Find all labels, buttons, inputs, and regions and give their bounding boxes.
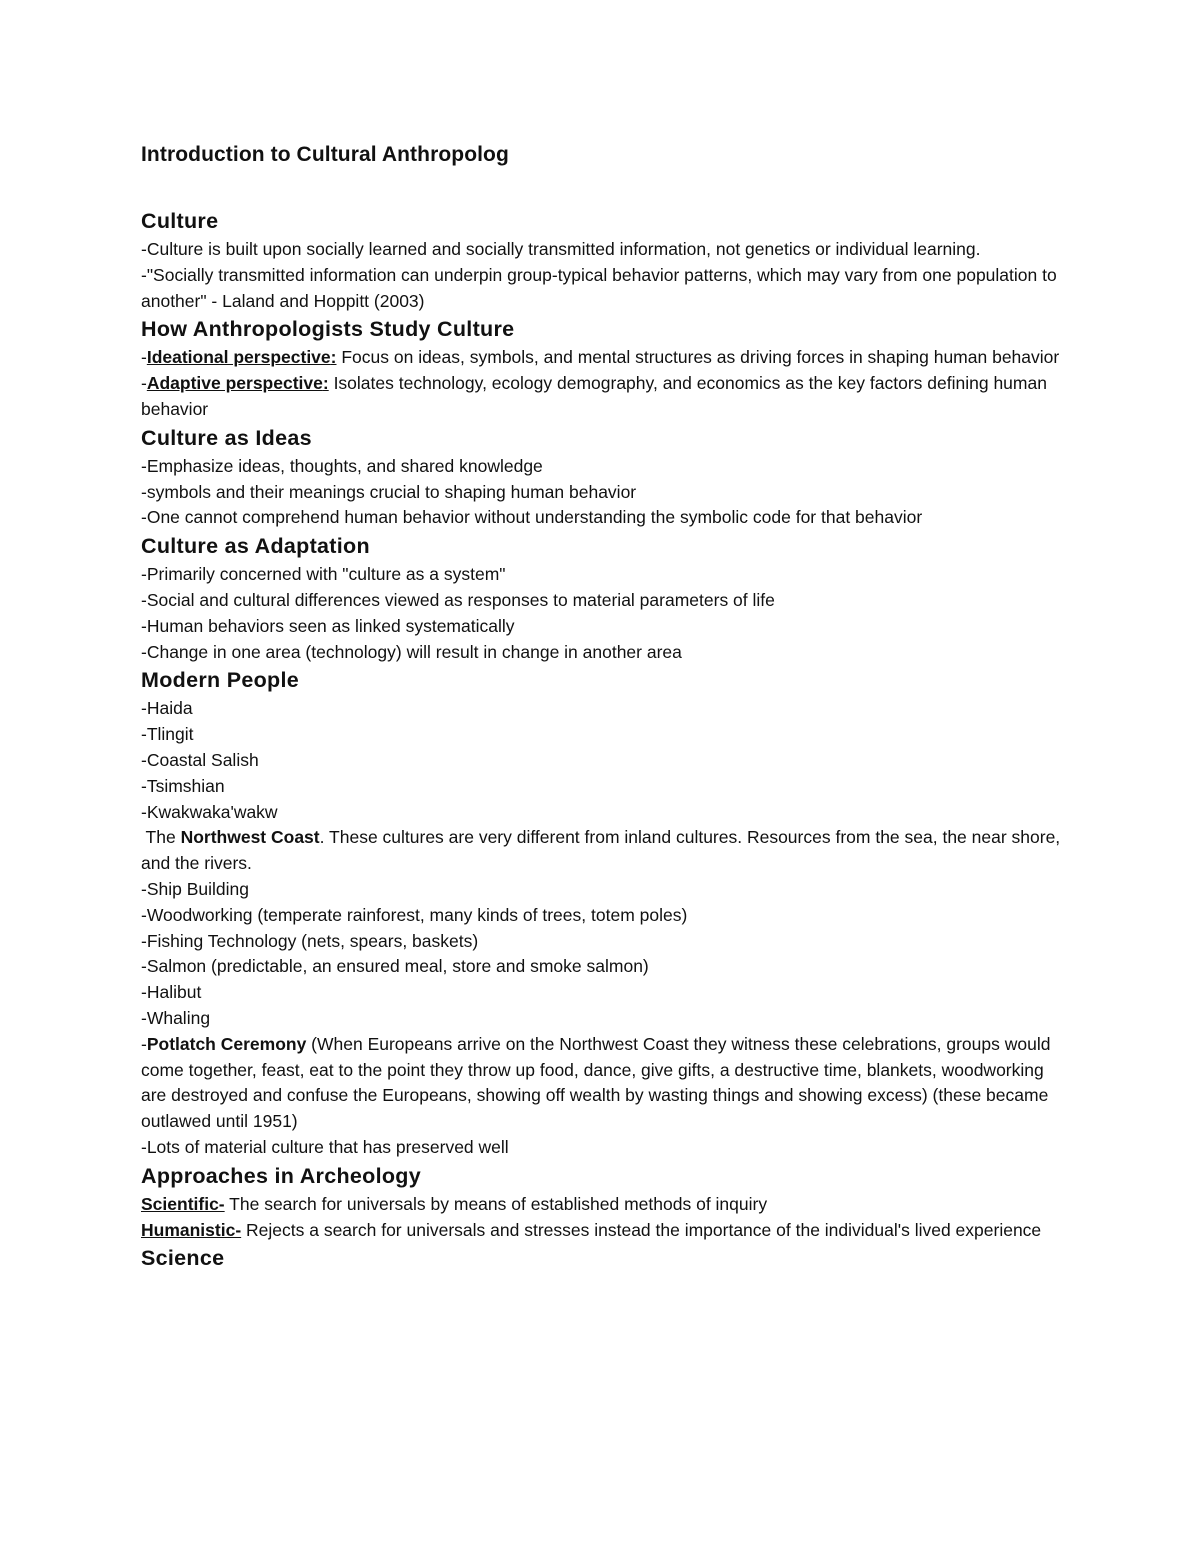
ideational-term: Ideational perspective [146,347,331,368]
ideas-line-2: -symbols and their meanings crucial to shaping human behavior [141,481,637,502]
adaptive-prefix: - [141,373,147,394]
adaptation-line-3: -Human behaviors seen as linked systematically [141,615,515,636]
adaptation-line-4: -Change in one area (technology) will result in change in another area [141,641,682,662]
heading-approaches: Approaches in Archeology [141,1163,421,1188]
adaptation-line-1: -Primarily concerned with "culture as a system" [141,564,506,585]
scientific-text: The search for universals by means of established methods of inquiry [224,1193,768,1214]
humanistic-line [141,1218,1061,1244]
practice-salmon: -Salmon (predictable, an ensured meal, store and smoke salmon) [141,956,649,977]
ideas-line-3: -One cannot comprehend human behavior without understanding the symbolic code for that behavior [141,507,923,528]
heading-culture-as-ideas: Culture as Ideas [141,425,312,450]
northwest-coast-paragraph [141,825,1061,877]
practice-fishing: -Fishing Technology (nets, spears, baskets) [141,930,479,951]
document-body [141,140,1061,1274]
northwest-after: . These cultures are very different from inland cultures. Resources from the sea, the near shore, and the rivers. [141,827,1061,874]
adaptation-line-2: -Social and cultural differences viewed as responses to material parameters of life [141,589,775,610]
adaptive-term: Adaptive perspective [146,373,323,394]
ideational-text: Focus on ideas, symbols, and mental structures as driving forces in shaping human behavior [336,347,1060,368]
potlatch-prefix: - [141,1033,147,1054]
potlatch-term: Potlatch Ceremony [146,1033,307,1054]
people-item-tsimshian: -Tsimshian [141,775,225,796]
heading-study: How Anthropologists Study Culture [141,317,515,342]
northwest-before: The [141,827,181,848]
adaptive-text: Isolates technology, ecology demography, and economics as the key factors defining human behavior [141,373,1047,419]
practice-woodworking: -Woodworking (temperate rainforest, many kinds of trees, totem poles) [141,904,688,925]
people-item-haida: -Haida [141,698,193,719]
people-item-coastal-salish: -Coastal Salish [141,749,259,770]
ideas-line-1: -Emphasize ideas, thoughts, and shared knowledge [141,455,543,476]
document-title: Introduction to Cultural Anthropolog [141,143,509,166]
people-item-kwakwakawakw: -Kwakwaka'wakw [141,801,278,822]
material-culture-line: -Lots of material culture that has preserved well [141,1136,509,1157]
heading-culture: Culture [141,209,219,233]
practice-whaling: -Whaling [141,1007,211,1028]
heading-culture-as-adaptation: Culture as Adaptation [141,534,370,559]
scientific-term: Scientific- [141,1193,225,1214]
ideational-colon: : [330,347,337,368]
potlatch-text: (When Europeans arrive on the Northwest Coast they witness these celebrations, groups would come together, feast, eat to the point they throw up food, dance, give gifts, a destructive time, blankets, woodworking are destroyed and confuse the Europeans, showing off wealth by wasting things and showing excess) (these became outlawed until 1951) [141,1033,1051,1132]
culture-line-1: -Culture is built upon socially learned and socially transmitted information, not genetics or individual learning. [141,239,981,259]
heading-modern-people: Modern People [141,668,300,693]
culture-line-2: -"Socially transmitted information can underpin group-typical behavior patterns, which may vary from one population to another" - Laland and Hoppitt (2003) [141,264,1057,311]
humanistic-term: Humanistic- [141,1219,242,1240]
adaptive-perspective-line [141,371,1061,423]
scientific-line [141,1192,1061,1218]
practice-halibut: -Halibut [141,982,202,1003]
potlatch-paragraph [141,1032,1061,1135]
practice-ship-building: -Ship Building [141,878,249,899]
ideational-perspective-line [141,345,1061,371]
people-item-tlingit: -Tlingit [141,724,194,745]
adaptive-colon: : [322,373,329,394]
heading-science: Science [141,1246,225,1271]
northwest-coast-term: Northwest Coast [180,827,320,848]
ideational-prefix: - [141,347,147,368]
humanistic-text: Rejects a search for universals and stresses instead the importance of the individual's lived experience [241,1219,1042,1240]
